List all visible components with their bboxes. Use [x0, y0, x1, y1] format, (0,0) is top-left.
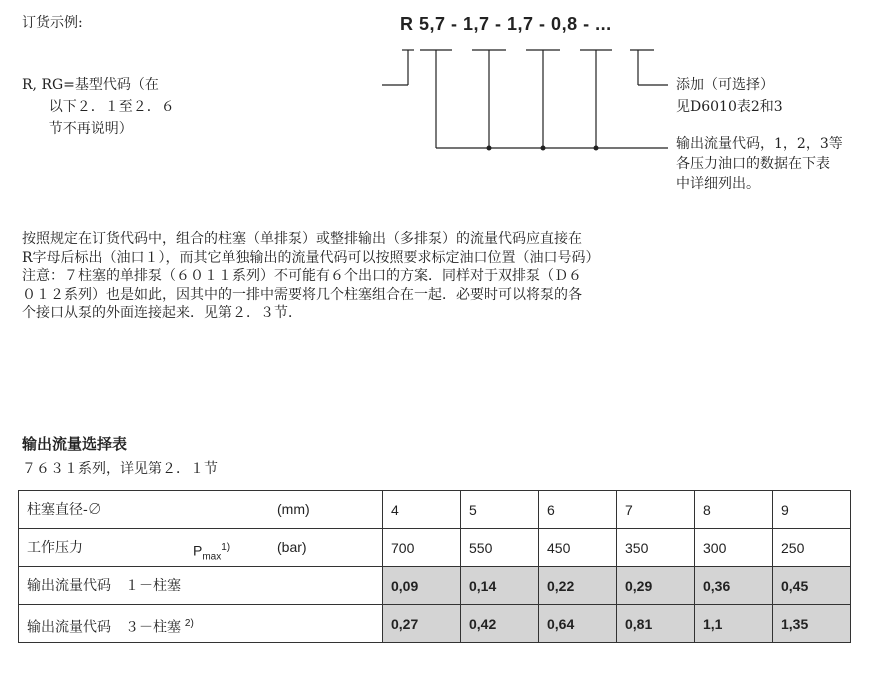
table-cell: 6 [539, 491, 617, 529]
order-example-title: 订货示例: [22, 15, 83, 31]
junction-dot [487, 146, 492, 151]
table-cell: 1,35 [773, 605, 851, 643]
table-cell: 250 [773, 529, 851, 567]
table-cell: 9 [773, 491, 851, 529]
table-cell: 0,22 [539, 567, 617, 605]
junction-dot [541, 146, 546, 151]
table-cell: 700 [383, 529, 461, 567]
row-label: 柱塞直径-∅ [27, 502, 102, 518]
junction-dot [594, 146, 599, 151]
table-row [19, 567, 851, 605]
table-cell: 4 [383, 491, 461, 529]
pressure-sub: max [202, 551, 222, 563]
row-label-cell [19, 567, 383, 605]
footnote-marker: 2) [184, 618, 194, 629]
table-cell: 0,14 [461, 567, 539, 605]
table-cell: 0,29 [617, 567, 695, 605]
table-cell: 350 [617, 529, 695, 567]
row-label-cell [19, 605, 383, 643]
table-row [19, 491, 851, 529]
order-code-example: R 5,7 - 1,7 - 1,7 - 0,8 - ... [400, 14, 612, 34]
table-cell: 0,09 [383, 567, 461, 605]
row-label: 工作压力 [27, 540, 83, 556]
pressure-p: P [193, 542, 203, 559]
table-row [19, 529, 851, 567]
flow-selection-table [18, 490, 851, 643]
base-code-description: R, RG=基型代码（在 以下２．１至２．６ 节不再说明） [22, 77, 175, 137]
table-cell: 7 [617, 491, 695, 529]
row-label: 输出流量代码 １－柱塞 [27, 578, 181, 594]
flow-code-description: 输出流量代码，1，2，3等 各压力油口的数据在下表 中详细列出。 [676, 136, 843, 192]
table-cell: 5 [461, 491, 539, 529]
table-cell: 0,27 [383, 605, 461, 643]
table-cell: 300 [695, 529, 773, 567]
table-cell: 1,1 [695, 605, 773, 643]
table-subtitle: ７６３１系列，详见第２．１节 [22, 461, 218, 477]
table-cell: 8 [695, 491, 773, 529]
table-cell: 0,81 [617, 605, 695, 643]
ordering-rules-paragraph: 按照规定在订货代码中，组合的柱塞（单排泵）或整排输出（多排泵）的流量代码应直接在 R字母后标出（油口１），而其它单独输出的流量代码可以按照要求标定油口位置（油口号码） 注意：７柱塞的单排泵（６０１１系列）不可能有６个出口的方案．同样对于双排泵（Ｄ６ ０１２系列）也是如此，因其中的一排中需要将几个柱塞组合在一起．必要时可以将泵的各 个接口从泵的外面连接起来．见第２．３节． [22, 231, 600, 322]
row-label-cell [19, 491, 383, 529]
footnote-marker: 1) [221, 542, 231, 553]
table-cell: 0,42 [461, 605, 539, 643]
table-cell: 0,64 [539, 605, 617, 643]
row-unit: (bar) [277, 539, 307, 555]
table-cell: 450 [539, 529, 617, 567]
row-label: 输出流量代码 ３－柱塞 [27, 619, 181, 636]
row-unit: (mm) [277, 501, 310, 517]
table-cell: 0,45 [773, 567, 851, 605]
table-cell: 0,36 [695, 567, 773, 605]
row-label-cell [19, 529, 383, 567]
additional-option-description: 添加（可选择） 见D6010表2和3 [676, 77, 783, 115]
table-title: 输出流量选择表 [22, 436, 128, 453]
table-cell: 550 [461, 529, 539, 567]
table-row [19, 605, 851, 643]
